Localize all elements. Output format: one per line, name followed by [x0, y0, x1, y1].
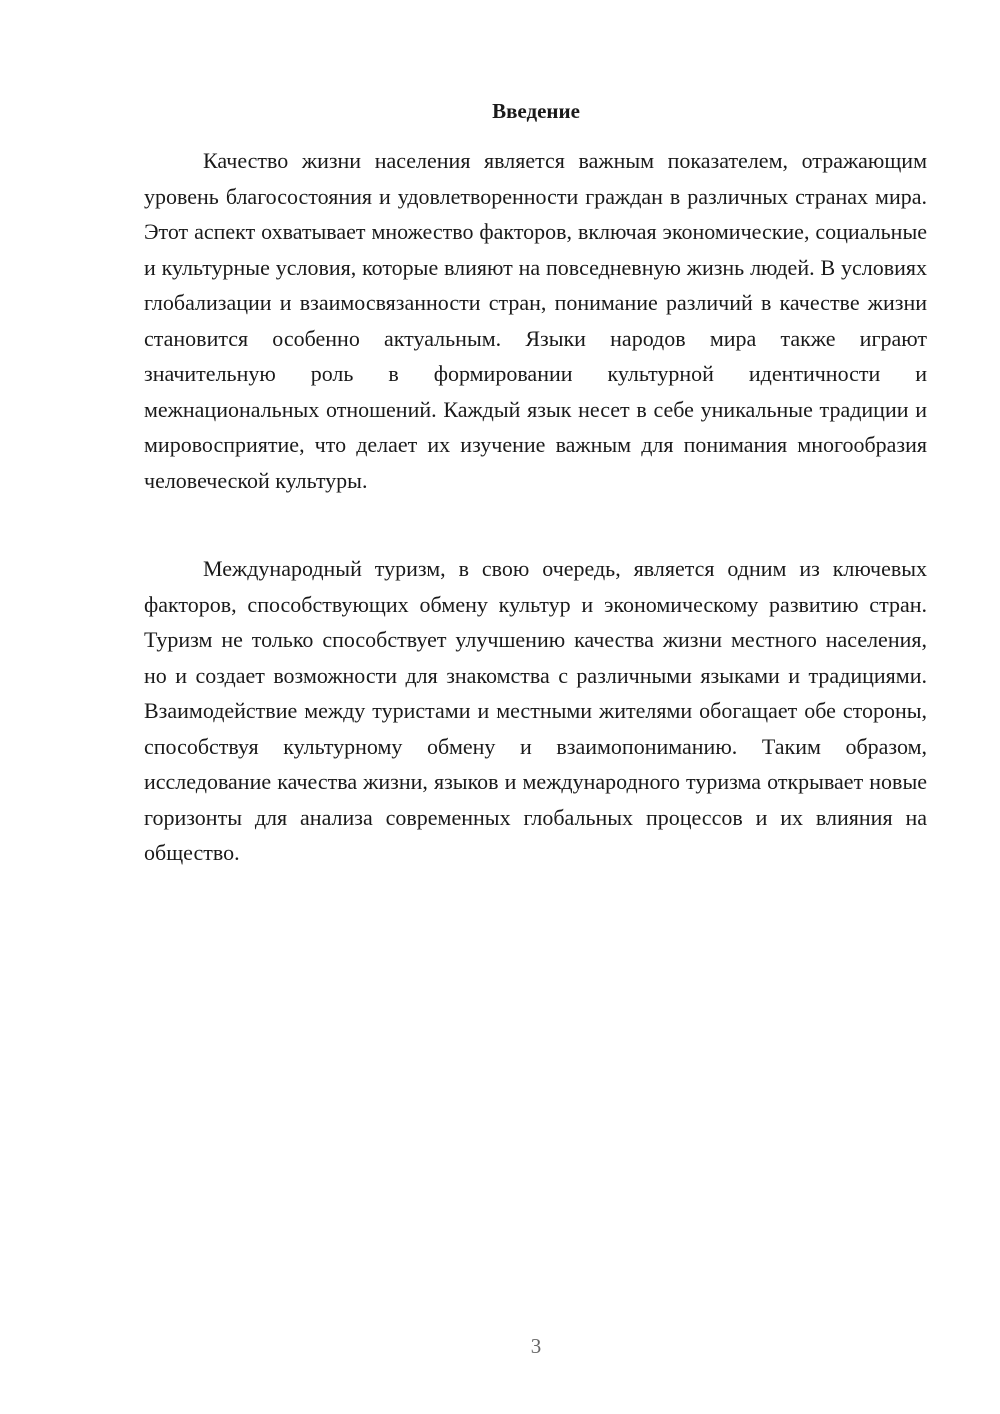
paragraph-1: Качество жизни населения является важным показателем, отражающим уровень благосостояния и удовлетворенности граждан в различных странах мира. Этот аспект охватывает множество факторов, включая экономические, социальные и культурные условия, которые влияют на повседневную жизнь людей. В условиях глобализации и взаимосвязанности стран, понимание различий в качестве жизни становится особенно актуальным. Языки народов мира также играют значительную роль в формировании культурной идентичности и межнациональных отношений. Каждый язык несет в себе уникальные традиции и мировосприятие, что делает их изучение важным для понимания многообразия человеческой культуры. — [144, 148, 927, 493]
page-number: 3 — [530, 1334, 542, 1358]
paragraph-2: Международный туризм, в свою очередь, является одним из ключевых факторов, способствующих обмену культур и экономическому развитию стран. Туризм не только способствует улучшению качества жизни местного населения, но и создает возможности для знакомства с различными языками и традициями. Взаимодействие между туристами и местными жителями обогащает обе стороны, способствуя культурному обмену и взаимопониманию. Таким образом, исследование качества жизни, языков и международного туризма открывает новые горизонты для анализа современных глобальных процессов и их влияния на общество. — [144, 556, 927, 865]
section-title: Введение — [492, 99, 580, 123]
